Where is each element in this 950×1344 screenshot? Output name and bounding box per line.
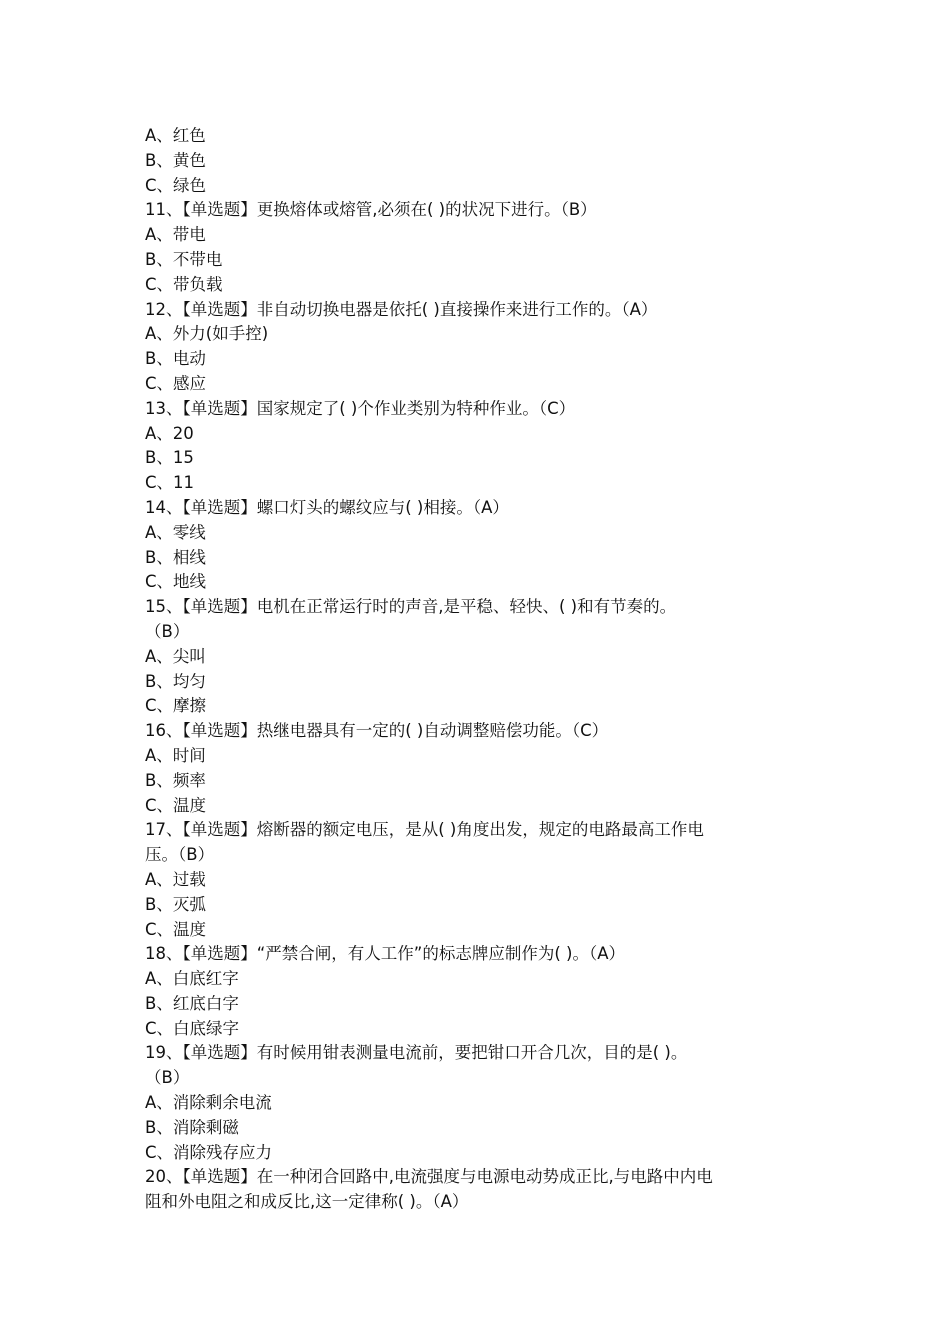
option-text: C、摩擦 — [145, 696, 207, 716]
question-text: 16、【单选题】热继电器具有一定的( )自动调整赔偿功能。（C） — [145, 721, 609, 741]
option-text: A、白底红字 — [145, 969, 239, 989]
question-text: 17、【单选题】熔断器的额定电压，是从( )角度出发，规定的电路最高工作电 — [145, 820, 704, 840]
question-text: 14、【单选题】螺口灯头的螺纹应与( )相接。（A） — [145, 497, 509, 517]
option-text: B、电动 — [145, 349, 206, 369]
question-text-continued: 压。（B） — [145, 845, 215, 865]
question-text: 13、【单选题】国家规定了( )个作业类别为特种作业。（C） — [145, 398, 576, 418]
option-text: B、相线 — [145, 547, 206, 567]
option-text: A、时间 — [145, 745, 206, 765]
question-text: 19、【单选题】有时候用钳表测量电流前，要把钳口开合几次，目的是( )。 — [145, 1043, 688, 1063]
option-text: B、黄色 — [145, 150, 206, 170]
option-text: C、绿色 — [145, 175, 207, 195]
option-text: B、不带电 — [145, 249, 223, 269]
option-text: B、均匀 — [145, 671, 206, 691]
question-text-continued: （B） — [145, 621, 190, 641]
option-text: B、消除剩磁 — [145, 1117, 239, 1137]
question-text-continued: （B） — [145, 1068, 190, 1088]
option-text: A、外力(如手控) — [145, 324, 269, 344]
document-body — [145, 124, 810, 1215]
option-text: C、11 — [145, 473, 195, 493]
option-text: A、20 — [145, 423, 194, 443]
option-text: B、灭弧 — [145, 894, 206, 914]
option-text: C、感应 — [145, 373, 207, 393]
option-text: B、频率 — [145, 770, 206, 790]
option-text: B、红底白字 — [145, 993, 239, 1013]
option-text: C、带负载 — [145, 274, 223, 294]
question-text: 20、【单选题】在一种闭合回路中,电流强度与电源电动势成正比,与电路中内电 — [145, 1167, 713, 1187]
option-text: C、地线 — [145, 572, 207, 592]
option-text: C、白底绿字 — [145, 1018, 240, 1038]
option-text: C、温度 — [145, 795, 207, 815]
option-text: A、零线 — [145, 522, 206, 542]
option-text: C、温度 — [145, 919, 207, 939]
option-text: A、尖叫 — [145, 646, 206, 666]
question-text: 11、【单选题】更换熔体或熔管,必须在( )的状况下进行。（B） — [145, 200, 597, 220]
option-text: A、过载 — [145, 869, 206, 889]
question-text-continued: 阻和外电阻之和成反比,这一定律称( )。（A） — [145, 1192, 469, 1212]
question-text: 15、【单选题】电机在正常运行时的声音,是平稳、轻快、( )和有节奏的。 — [145, 597, 677, 617]
option-text: A、带电 — [145, 225, 206, 245]
option-text: C、消除残存应力 — [145, 1142, 273, 1162]
question-text: 18、【单选题】“严禁合闸，有人工作”的标志牌应制作为( )。（A） — [145, 944, 625, 964]
option-text: A、红色 — [145, 126, 206, 145]
question-text: 12、【单选题】非自动切换电器是依托( )直接操作来进行工作的。（A） — [145, 299, 658, 319]
option-text: A、消除剩余电流 — [145, 1093, 272, 1113]
option-text: B、15 — [145, 448, 194, 468]
